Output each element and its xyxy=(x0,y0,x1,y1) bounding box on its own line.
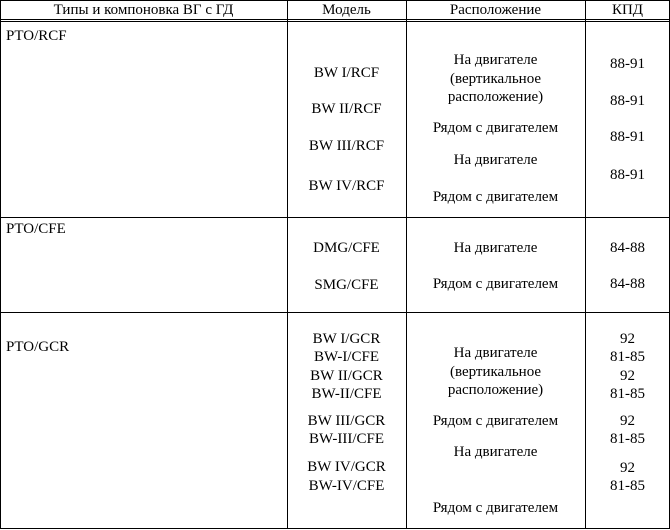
efficiency-cell: 81-85 xyxy=(610,478,645,494)
row-divider xyxy=(0,217,670,218)
location-cell: Рядом с двигателем xyxy=(432,276,559,292)
location-cell: расположение) xyxy=(447,89,544,105)
table-border-bottom xyxy=(0,528,670,529)
efficiency-cell: 88-91 xyxy=(610,93,645,109)
row-type-label: PTO/RCF xyxy=(6,28,67,44)
efficiency-cell: 92 xyxy=(620,368,635,384)
location-cell: Рядом с двигателем xyxy=(432,189,559,205)
location-cell: (вертикальное xyxy=(449,71,542,87)
model-cell: BW III/GCR xyxy=(307,413,386,429)
location-cell: На двигателе xyxy=(453,345,538,361)
efficiency-cell: 81-85 xyxy=(610,386,645,402)
model-cell: BW I/RCF xyxy=(313,65,380,81)
model-cell: BW I/GCR xyxy=(312,331,381,347)
location-cell: (вертикальное xyxy=(449,364,542,380)
location-cell: На двигателе xyxy=(453,52,538,68)
model-cell: DMG/CFE xyxy=(313,240,380,256)
efficiency-cell: 88-91 xyxy=(610,167,645,183)
header-divider xyxy=(0,19,670,20)
efficiency-cell: 92 xyxy=(620,413,635,429)
model-cell: BW II/GCR xyxy=(310,368,383,384)
location-cell: На двигателе xyxy=(453,240,538,256)
column-divider xyxy=(585,0,586,529)
efficiency-cell: 81-85 xyxy=(610,349,645,365)
efficiency-cell: 84-88 xyxy=(610,276,645,292)
row-type-label: PTO/GCR xyxy=(6,339,70,355)
header-location: Расположение xyxy=(449,2,542,18)
header-divider-double xyxy=(0,21,670,22)
header-type: Типы и компоновка ВГ с ГД xyxy=(53,2,234,18)
location-cell: Рядом с двигателем xyxy=(432,120,559,136)
header-model: Модель xyxy=(322,2,371,18)
model-cell: BW III/RCF xyxy=(308,138,385,154)
location-cell: На двигателе xyxy=(453,152,538,168)
model-cell: BW-III/CFE xyxy=(309,431,384,447)
table-border-left xyxy=(0,0,1,529)
efficiency-cell: 88-91 xyxy=(610,56,645,72)
row-type-label: PTO/CFE xyxy=(6,221,66,237)
efficiency-cell: 92 xyxy=(620,460,635,476)
efficiency-cell: 92 xyxy=(620,331,635,347)
model-cell: BW-IV/CFE xyxy=(308,478,385,494)
efficiency-cell: 88-91 xyxy=(610,129,645,145)
efficiency-cell: 84-88 xyxy=(610,240,645,256)
model-cell: BW II/RCF xyxy=(311,101,382,117)
model-cell: BW-II/CFE xyxy=(311,386,382,402)
efficiency-cell: 81-85 xyxy=(610,431,645,447)
model-cell: SMG/CFE xyxy=(314,277,379,293)
header-efficiency: КПД xyxy=(611,2,644,18)
location-cell: расположение) xyxy=(447,382,544,398)
model-cell: BW IV/RCF xyxy=(308,178,385,194)
row-divider xyxy=(0,312,670,313)
model-cell: BW-I/CFE xyxy=(313,349,379,365)
location-cell: На двигателе xyxy=(453,444,538,460)
location-cell: Рядом с двигателем xyxy=(432,500,559,516)
location-cell: Рядом с двигателем xyxy=(432,413,559,429)
model-cell: BW IV/GCR xyxy=(307,459,386,475)
